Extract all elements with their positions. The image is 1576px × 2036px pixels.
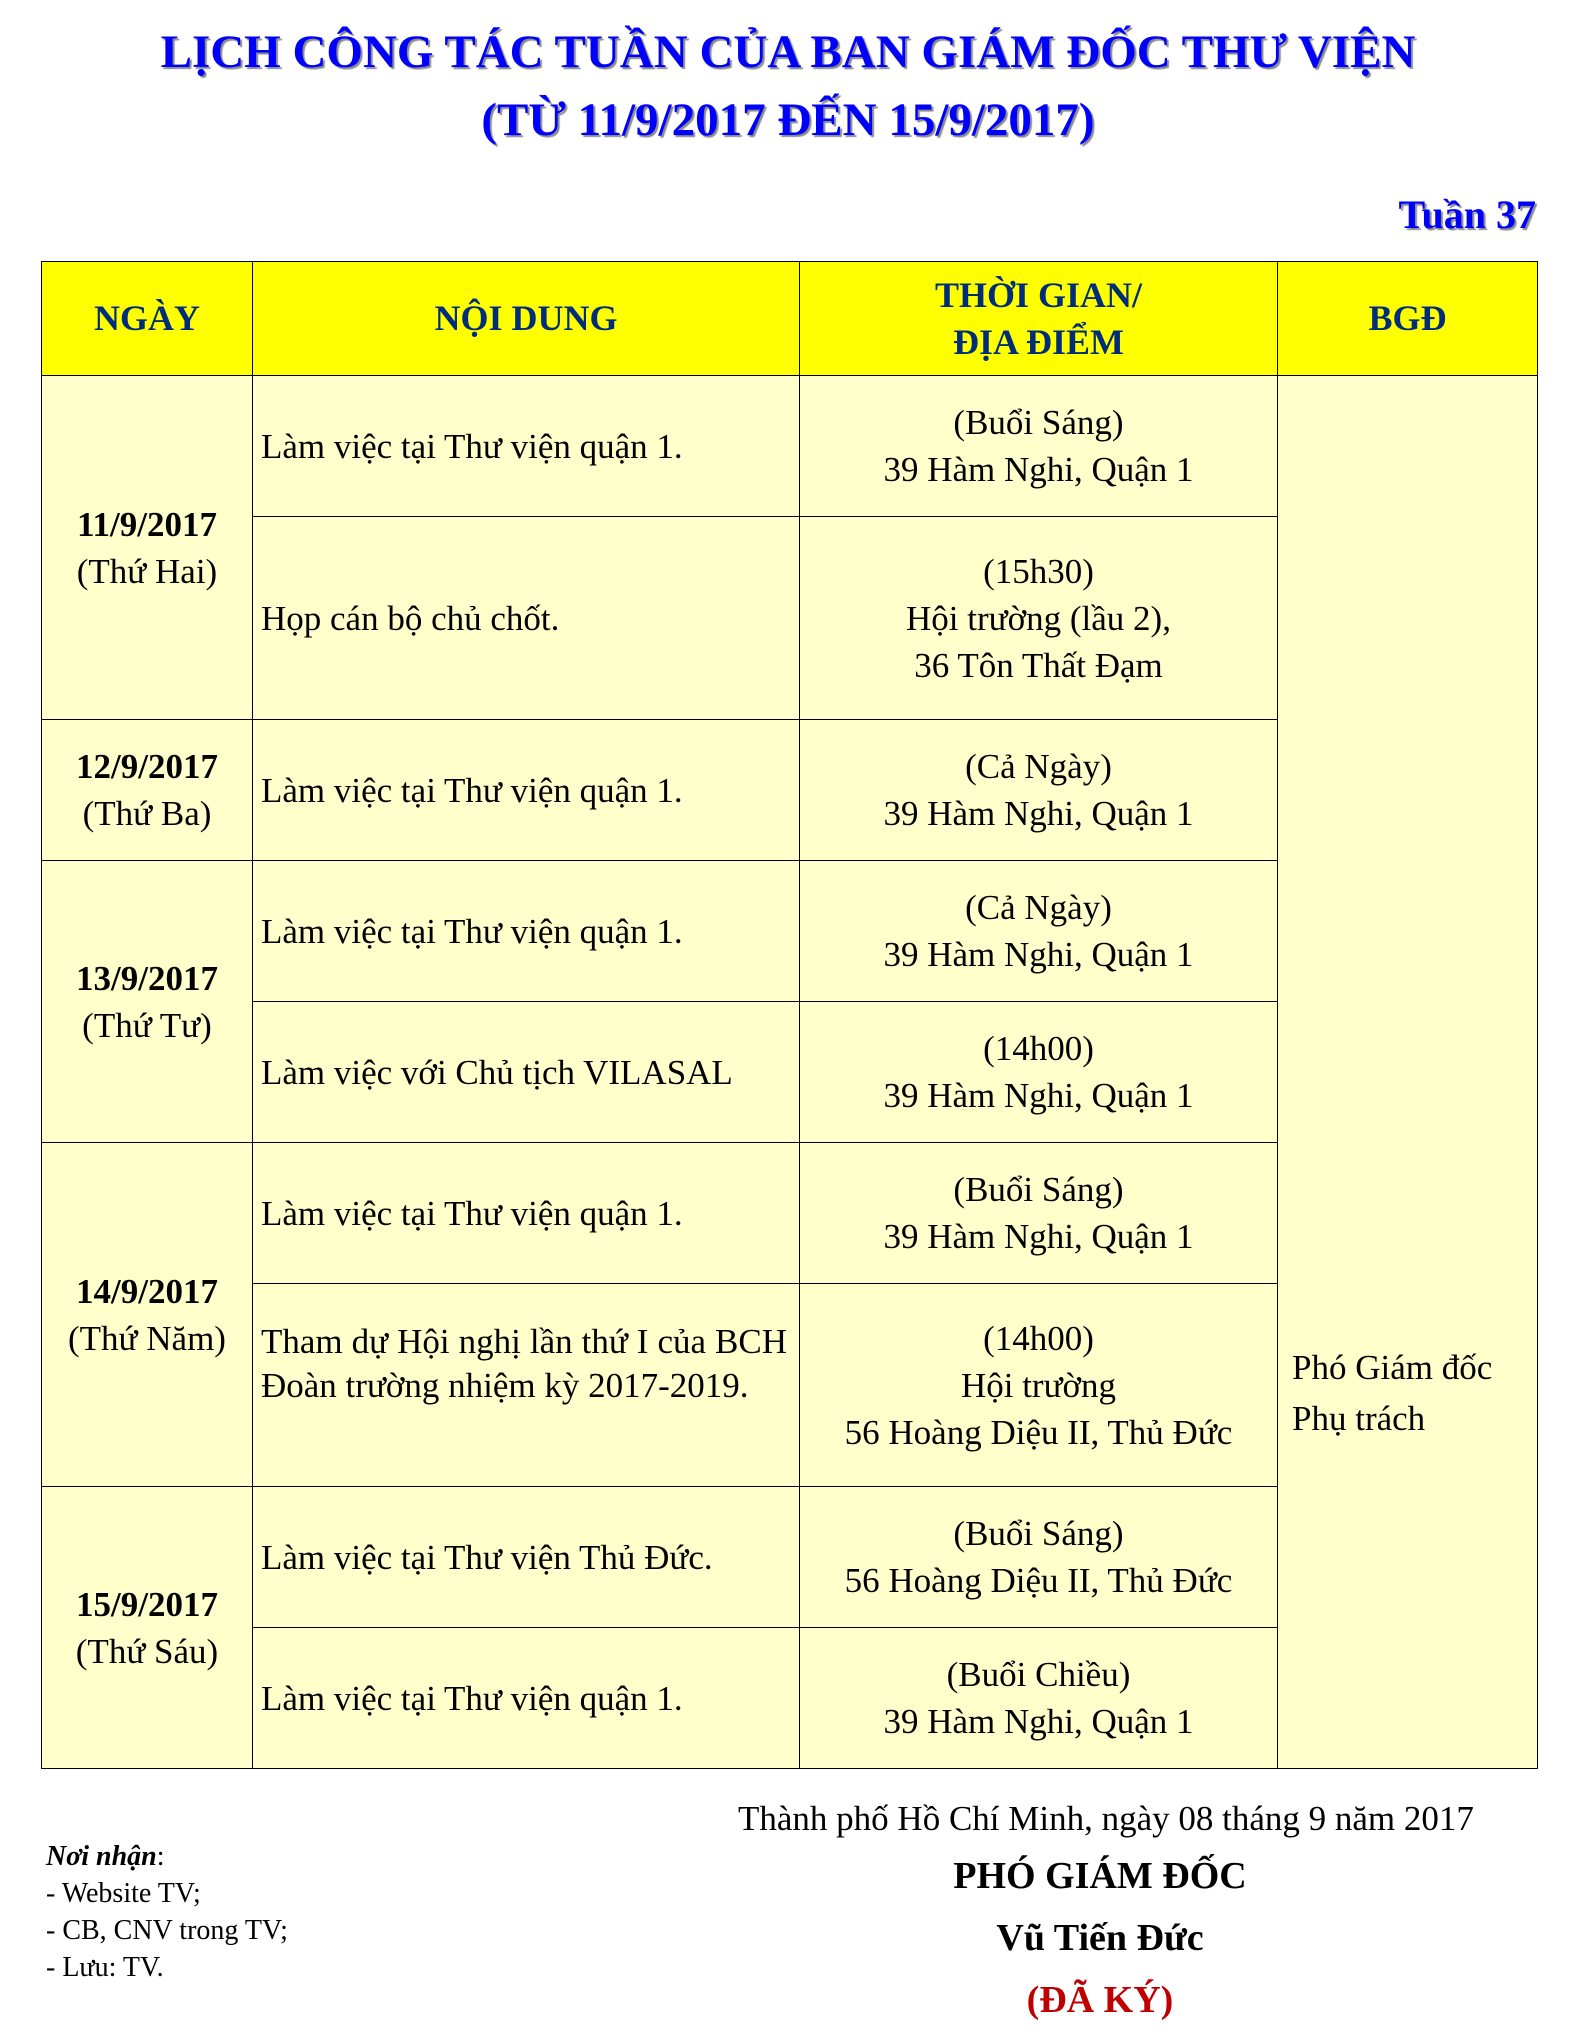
header-time-place: [800, 262, 1278, 376]
signed-mark: (ĐÃ KÝ): [1026, 1979, 1174, 2021]
content-cell: Tham dự Hội nghị lần thứ I của BCH Đoàn trường nhiệm kỳ 2017-2019.: [253, 1284, 800, 1487]
header-place: ĐỊA ĐIỂM: [952, 321, 1125, 362]
day-date: 14/9/2017: [76, 1271, 218, 1311]
header-bgd: BGĐ: [1278, 262, 1538, 376]
page-title: LỊCH CÔNG TÁC TUẦN CỦA BAN GIÁM ĐỐC THƯ VIỆN: [160, 26, 1416, 78]
day-weekday: (Thứ Tư): [82, 1005, 212, 1045]
place-line: (Buổi Sáng): [953, 403, 1124, 442]
header-day: NGÀY: [42, 262, 253, 376]
place-line: 39 Hàm Nghi, Quận 1: [883, 1702, 1194, 1741]
place-cell: [800, 1002, 1278, 1143]
day-date: 11/9/2017: [76, 504, 218, 544]
header-content: NỘI DUNG: [253, 262, 800, 376]
day-date: 12/9/2017: [76, 747, 218, 786]
day-weekday: (Thứ Hai): [76, 551, 218, 591]
place-line: 39 Hàm Nghi, Quận 1: [883, 935, 1194, 974]
recipients-heading: Nơi nhận: [46, 1841, 157, 1872]
day-weekday: (Thứ Sáu): [75, 1631, 219, 1671]
place-line: (Buổi Sáng): [953, 1170, 1124, 1209]
recipient-item: - Lưu: TV.: [46, 1952, 164, 1983]
place-line: (Buổi Chiều): [946, 1655, 1131, 1694]
place-cell: [800, 376, 1278, 517]
day-cell: [42, 720, 253, 861]
place-cell: [800, 1143, 1278, 1284]
place-line: Hội trường (lầu 2),: [906, 598, 1171, 638]
content-cell: Làm việc tại Thư viện quận 1.: [253, 1628, 800, 1769]
footer-date-line: Thành phố Hồ Chí Minh, ngày 08 tháng 9 năm 2017: [738, 1799, 1474, 1838]
bgd-cell: [1278, 376, 1538, 1769]
day-date: 13/9/2017: [76, 958, 218, 998]
place-line: (15h30): [983, 551, 1094, 591]
place-cell: [800, 517, 1278, 720]
content-cell: Làm việc tại Thư viện Thủ Đức.: [253, 1487, 800, 1628]
recipients-block: [46, 1838, 288, 1986]
recipient-item: - Website TV;: [46, 1878, 201, 1909]
place-cell: [800, 1487, 1278, 1628]
place-line: 39 Hàm Nghi, Quận 1: [883, 450, 1194, 489]
day-weekday: (Thứ Ba): [82, 794, 212, 833]
signer-name: Vũ Tiến Đức: [996, 1917, 1204, 1959]
table-row: [42, 376, 1538, 517]
day-weekday: (Thứ Năm): [68, 1318, 226, 1358]
day-date: 15/9/2017: [76, 1584, 218, 1624]
content-cell: Làm việc tại Thư viện quận 1.: [253, 861, 800, 1002]
place-line: (Buổi Sáng): [953, 1514, 1124, 1553]
header-time: THỜI GIAN/: [934, 274, 1143, 315]
content-cell: Làm việc tại Thư viện quận 1.: [253, 376, 800, 517]
signer-role: PHÓ GIÁM ĐỐC: [953, 1855, 1247, 1897]
content-cell: Làm việc tại Thư viện quận 1.: [253, 720, 800, 861]
content-cell: Làm việc tại Thư viện quận 1.: [253, 1143, 800, 1284]
bgd-line: Phó Giám đốc: [1292, 1348, 1493, 1387]
day-cell: [42, 1487, 253, 1769]
place-line: (Cả Ngày): [965, 888, 1112, 927]
content-cell: Họp cán bộ chủ chốt.: [253, 517, 800, 720]
schedule-table: [41, 261, 1538, 1769]
week-label: Tuần 37: [1398, 192, 1536, 237]
day-cell: [42, 861, 253, 1143]
place-line: 56 Hoàng Diệu II, Thủ Đức: [844, 1561, 1233, 1600]
table-header-row: [42, 262, 1538, 376]
place-cell: [800, 1284, 1278, 1487]
page-subtitle: (TỪ 11/9/2017 ĐẾN 15/9/2017): [481, 94, 1095, 146]
place-line: (Cả Ngày): [965, 747, 1112, 786]
recipients-colon: :: [156, 1841, 165, 1872]
place-cell: [800, 861, 1278, 1002]
bgd-line: Phụ trách: [1292, 1399, 1426, 1438]
place-cell: [800, 720, 1278, 861]
place-line: Hội trường: [960, 1365, 1117, 1405]
day-cell: [42, 1143, 253, 1487]
place-line: 39 Hàm Nghi, Quận 1: [883, 1076, 1194, 1115]
recipient-item: - CB, CNV trong TV;: [46, 1915, 288, 1946]
place-line: (14h00): [983, 1029, 1094, 1068]
content-cell: Làm việc với Chủ tịch VILASAL: [253, 1002, 800, 1143]
place-line: 39 Hàm Nghi, Quận 1: [883, 1217, 1194, 1256]
day-cell: [42, 376, 253, 720]
place-line: 39 Hàm Nghi, Quận 1: [883, 794, 1194, 833]
place-line: 56 Hoàng Diệu II, Thủ Đức: [844, 1412, 1233, 1452]
place-line: (14h00): [983, 1318, 1094, 1358]
place-cell: [800, 1628, 1278, 1769]
place-line: 36 Tôn Thất Đạm: [914, 645, 1163, 685]
